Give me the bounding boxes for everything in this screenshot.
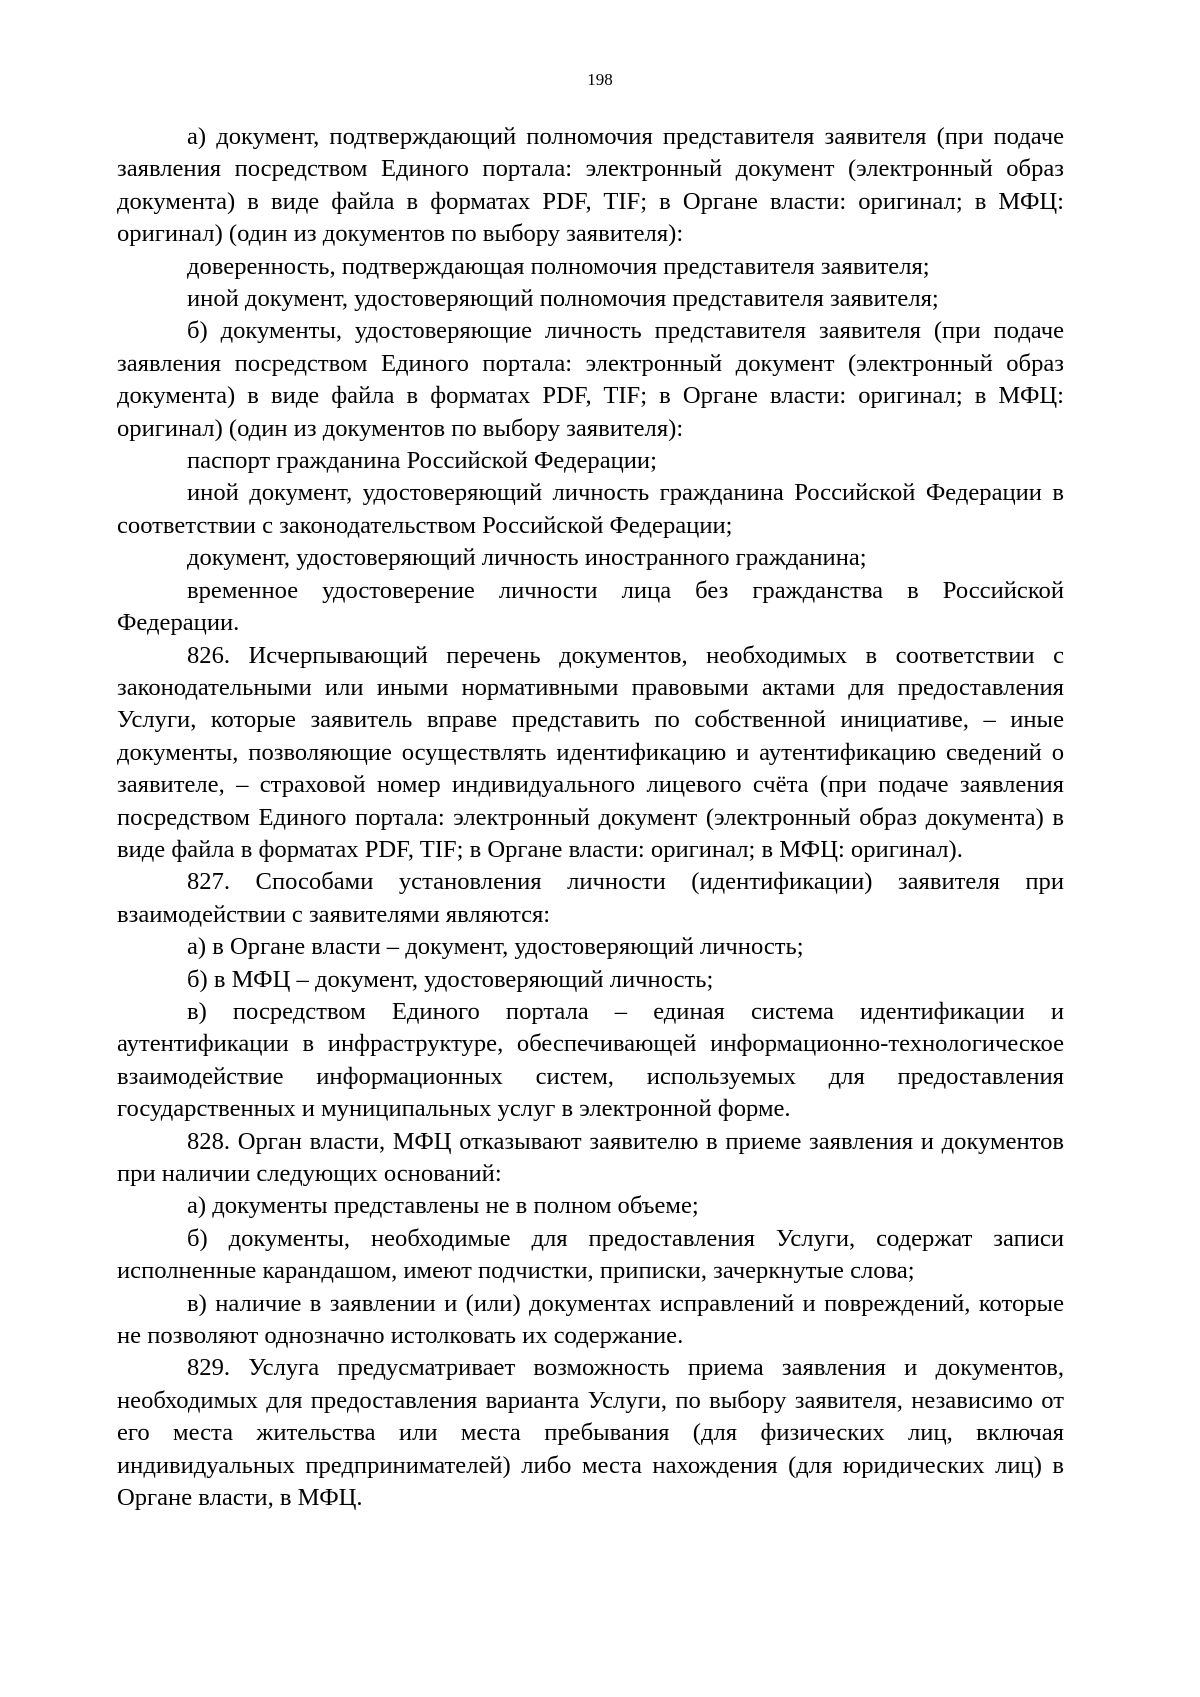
paragraph-foreign-citizen-document: документ, удостоверяющий личность иностранного гражданина; <box>187 544 867 572</box>
paragraph-a-representative-authority: а) документ, подтверждающий полномочия представителя заявителя (при подаче заявления посредством Единого портала: электронный документ (электронный образ документа) в виде файла в форматах PDF, TIF; в Органе власти: оригинал; в МФЦ: оригинал) (один из документов по выбору заявителя): <box>117 123 1064 248</box>
paragraph-827: 827. Способами установления личности (идентификации) заявителя при взаимодействии с заявителями являются: <box>117 868 1064 928</box>
paragraph-828: 828. Орган власти, МФЦ отказывают заявителю в приеме заявления и документов при наличии следующих оснований: <box>117 1127 1064 1187</box>
paragraph-828-a: а) документы представлены не в полном объеме; <box>187 1192 699 1220</box>
document-body <box>117 121 1064 1514</box>
paragraph-passport: паспорт гражданина Российской Федерации; <box>187 447 657 475</box>
paragraph-828-c: в) наличие в заявлении и (или) документах исправлений и повреждений, которые не позволяют однозначно истолковать их содержание. <box>117 1289 1064 1350</box>
paragraph-827-a: а) в Органе власти – документ, удостоверяющий личность; <box>187 933 804 961</box>
page-number: 198 <box>587 70 613 89</box>
paragraph-power-of-attorney: доверенность, подтверждающая полномочия представителя заявителя; <box>187 252 930 280</box>
paragraph-829: 829. Услуга предусматривает возможность приема заявления и документов, необходимых для предоставления варианта Услуги, по выбору заявителя, независимо от его места жительства или места пребывания (для физических лиц, включая индивидуальных предпринимателей) либо места нахождения (для юридических лиц) в Органе власти, в МФЦ. <box>117 1354 1064 1512</box>
paragraph-other-authority-document: иной документ, удостоверяющий полномочия представителя заявителя; <box>187 285 939 313</box>
paragraph-828-b: б) документы, необходимые для предоставления Услуги, содержат записи исполненные карандашом, имеют подчистки, приписки, зачеркнутые слова; <box>117 1224 1064 1285</box>
paragraph-temporary-identity-certificate: временное удостоверение личности лица без гражданства в Российской Федерации. <box>117 576 1064 637</box>
paragraph-other-identity-document: иной документ, удостоверяющий личность гражданина Российской Федерации в соответствии с законодательством Российской Федерации; <box>117 479 1064 539</box>
paragraph-b-representative-identity: б) документы, удостоверяющие личность представителя заявителя (при подаче заявления посредством Единого портала: электронный документ (электронный образ документа) в виде файла в форматах PDF, TIF; в Органе власти: оригинал; в МФЦ: оригинал) (один из документов по выбору заявителя): <box>117 317 1064 442</box>
paragraph-827-c: в) посредством Единого портала – единая система идентификации и аутентификации в инфраструктуре, обеспечивающей информационно-технологическое взаимодействие информационных систем, используемых для предоставления государственных и муниципальных услуг в электронной форме. <box>117 997 1064 1123</box>
paragraph-827-b: б) в МФЦ – документ, удостоверяющий личность; <box>187 965 714 993</box>
paragraph-826: 826. Исчерпывающий перечень документов, необходимых в соответствии с законодательными или иными нормативными правовыми актами для предоставления Услуги, которые заявитель вправе представить по собственной инициативе, – иные документы, позволяющие осуществлять идентификацию и аутентификацию сведений о заявителе, – страховой номер индивидуального лицевого счёта (при подаче заявления посредством Единого портала: электронный документ (электронный образ документа) в виде файла в форматах PDF, TIF; в Органе власти: оригинал; в МФЦ: оригинал). <box>117 641 1064 863</box>
